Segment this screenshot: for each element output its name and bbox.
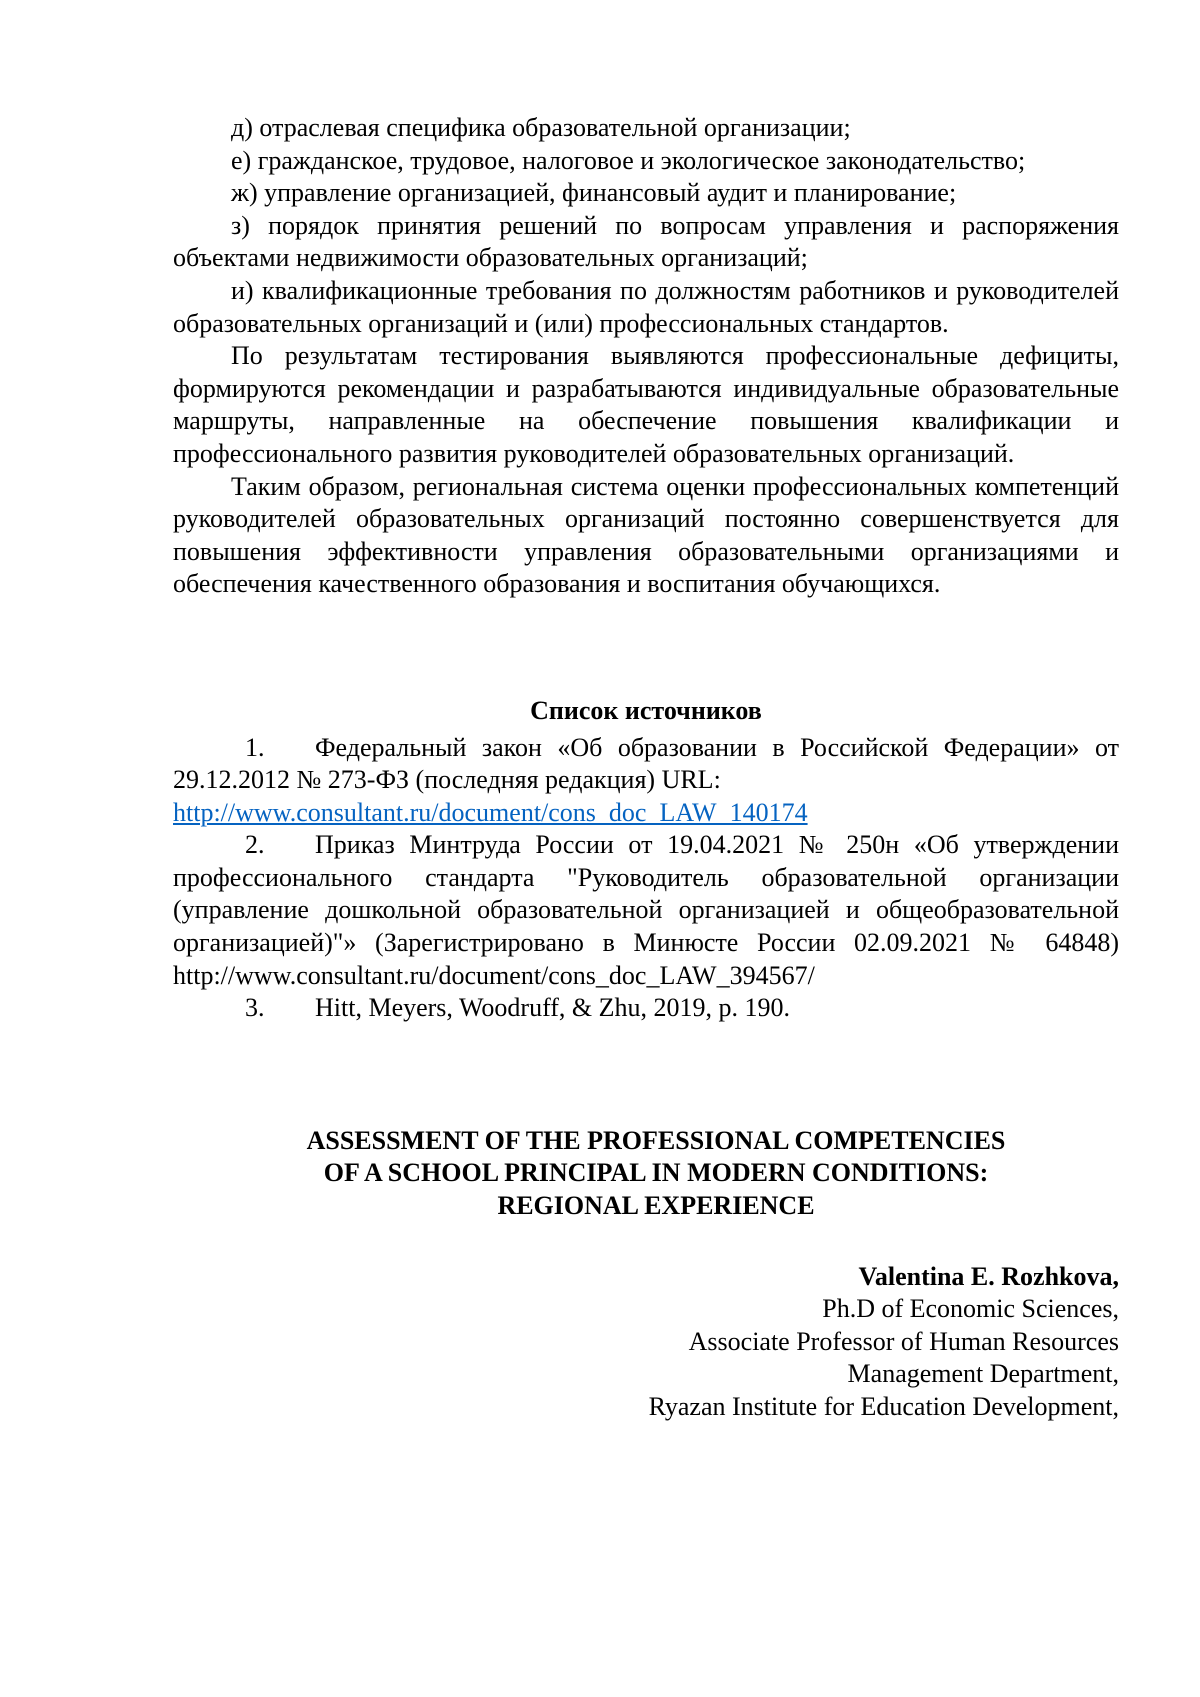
author-department: Management Department, <box>847 1359 1119 1389</box>
author-institution: Ryazan Institute for Education Development, <box>648 1392 1119 1421</box>
list-item: д) отраслевая специфика образовательной организации; <box>231 113 851 142</box>
english-title-line: REGIONAL EXPERIENCE <box>497 1191 815 1221</box>
english-title-line: ASSESSMENT OF THE PROFESSIONAL COMPETENCIES <box>306 1125 1006 1155</box>
document-page <box>173 112 1119 1424</box>
author-position: Associate Professor of Human Resources <box>688 1326 1119 1356</box>
list-item: ж) управление организацией, финансовый аудит и планирование; <box>231 178 957 208</box>
reference-number: 3. <box>245 993 265 1023</box>
paragraph: и) квалификационные требования по должностям работников и руководителей образовательных организаций и (или) профессиональных стандартов. <box>173 275 1119 338</box>
reference-text: Федеральный закон «Об образовании в Российской Федерации» от 29.12.2012 № 273-ФЗ (последняя редакция) URL: <box>173 732 1119 795</box>
reference-item <box>173 732 1119 830</box>
list-item: е) гражданское, трудовое, налоговое и экологическое законодательство; <box>231 145 1026 175</box>
reference-number: 2. <box>245 830 265 860</box>
reference-text: Hitt, Meyers, Woodruff, & Zhu, 2019, p. 190. <box>315 993 791 1023</box>
author-degree: Ph.D of Economic Sciences, <box>822 1294 1119 1324</box>
english-title-line: OF A SCHOOL PRINCIPAL IN MODERN CONDITIONS: <box>323 1158 989 1188</box>
references-heading: Список источников <box>530 695 762 725</box>
paragraph: з) порядок принятия решений по вопросам управления и распоряжения объектами недвижимости образовательных организаций; <box>173 210 1119 273</box>
reference-link[interactable]: http://www.consultant.ru/document/cons_doc_LAW_140174 <box>173 797 808 827</box>
reference-number: 1. <box>245 732 265 762</box>
author-name: Valentina E. Rozhkova, <box>858 1261 1119 1291</box>
reference-url: http://www.consultant.ru/document/cons_doc_LAW_394567/ <box>173 960 815 990</box>
paragraph: Таким образом, региональная система оценки профессиональных компетенций руководителей образовательных организаций постоянно совершенствуется для повышения эффективности управления образовательными организациями и обеспечения качественного образования и воспитания обучающихся. <box>173 471 1119 599</box>
reference-item <box>173 829 1119 992</box>
paragraph: По результатам тестирования выявляются профессиональные дефициты, формируются рекомендации и разрабатываются индивидуальные образовательные маршруты, направленные на обеспечение повышения квалификации и профессионального развития руководителей образовательных организаций. <box>173 341 1119 468</box>
reference-item <box>173 992 1119 1025</box>
reference-text: Приказ Минтруда России от 19.04.2021 № 250н «Об утверждении профессионального стандарта "Руководитель образовательной организации (управление дошкольной образовательной организацией и общеобразовательной организацией)"» (Зарегистрировано в Минюсте России 02.09.2021 № 64848) <box>173 830 1119 958</box>
